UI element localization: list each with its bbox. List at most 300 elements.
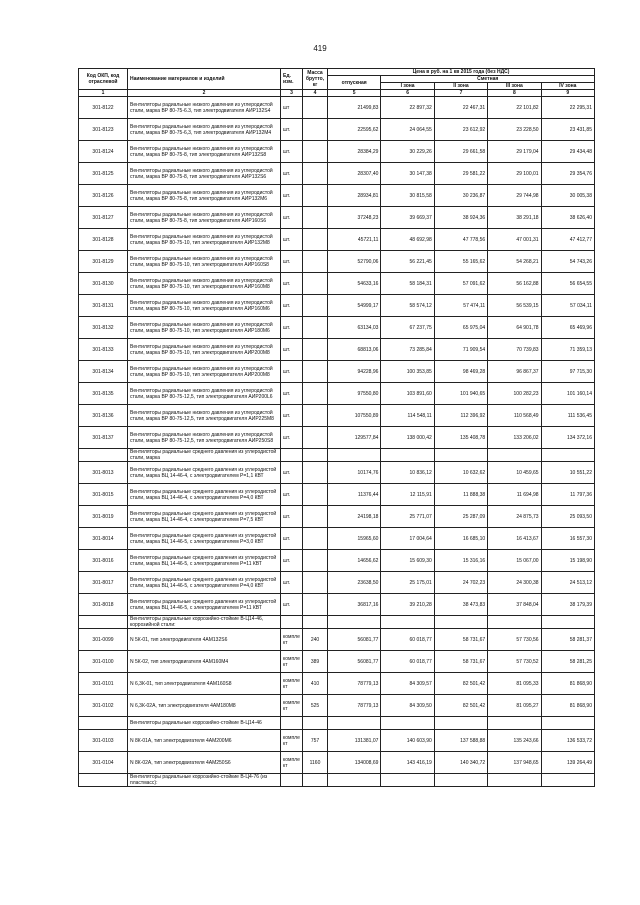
cell-zone2-price: 15 316,16 bbox=[434, 550, 487, 572]
cell-zone3-price: 57 730,56 bbox=[488, 629, 541, 651]
table-row bbox=[79, 695, 595, 717]
cell-zone3-price: 100 282,23 bbox=[488, 383, 541, 405]
cell-zone3-price: 29 100,01 bbox=[488, 163, 541, 185]
cell-name: Вентиляторы радиальные низкого давления из углеродистой стали, марка ВР 80-75-12,5, тип электродвигателя АИР200L6 bbox=[128, 383, 281, 405]
cell-mass bbox=[303, 295, 328, 317]
cell-zone4-price: 29 354,76 bbox=[541, 163, 594, 185]
cell-zone1-price: 58 574,12 bbox=[381, 295, 434, 317]
cell-zone4-price bbox=[541, 616, 594, 629]
cell-zone3-price: 81 095,33 bbox=[488, 673, 541, 695]
table-row bbox=[79, 730, 595, 752]
cell-zone4-price: 29 434,48 bbox=[541, 141, 594, 163]
cell-mass bbox=[303, 163, 328, 185]
cell-name: N 5К-02, тип электродвигателя 4АМ160М4 bbox=[128, 651, 281, 673]
cell-zone2-price: 98 469,28 bbox=[434, 361, 487, 383]
cell-zone3-price: 15 067,00 bbox=[488, 550, 541, 572]
cell-release-price: 56081,77 bbox=[328, 651, 381, 673]
cell-zone4-price: 58 281,37 bbox=[541, 629, 594, 651]
cell-zone3-price bbox=[488, 449, 541, 462]
col-number: 7 bbox=[434, 90, 487, 97]
cell-mass bbox=[303, 119, 328, 141]
cell-unit bbox=[281, 774, 303, 787]
cell-mass bbox=[303, 717, 328, 730]
cell-mass bbox=[303, 550, 328, 572]
cell-release-price: 28384,29 bbox=[328, 141, 381, 163]
cell-zone1-price: 12 115,91 bbox=[381, 484, 434, 506]
cell-release-price: 36817,16 bbox=[328, 594, 381, 616]
cell-name: Вентиляторы радиальные среднего давления из углеродистой стали, марка ВЦ 14-46-4, с электродвигателем Р=1,1 КВТ bbox=[128, 462, 281, 484]
cell-unit: шт. bbox=[281, 207, 303, 229]
cell-zone3-price: 64 901,78 bbox=[488, 317, 541, 339]
cell-zone2-price: 47 778,56 bbox=[434, 229, 487, 251]
cell-zone4-price: 23 431,85 bbox=[541, 119, 594, 141]
cell-zone3-price: 54 268,21 bbox=[488, 251, 541, 273]
cell-release-price: 107550,89 bbox=[328, 405, 381, 427]
cell-zone2-price: 57 091,62 bbox=[434, 273, 487, 295]
cell-mass bbox=[303, 317, 328, 339]
cell-name: Вентиляторы радиальные среднего давления из углеродистой стали, марка bbox=[128, 449, 281, 462]
header-zone1: I зона bbox=[381, 83, 434, 90]
cell-mass: 240 bbox=[303, 629, 328, 651]
cell-unit: компле кт bbox=[281, 629, 303, 651]
col-number: 1 bbox=[79, 90, 128, 97]
cell-zone2-price: 29 581,22 bbox=[434, 163, 487, 185]
cell-zone4-price: 22 295,31 bbox=[541, 97, 594, 119]
cell-zone1-price: 25 175,01 bbox=[381, 572, 434, 594]
cell-zone4-price: 54 743,26 bbox=[541, 251, 594, 273]
group-header-row bbox=[79, 774, 595, 787]
cell-zone1-price: 39 669,37 bbox=[381, 207, 434, 229]
cell-code: 301-8136 bbox=[79, 405, 128, 427]
cell-release-price: 94228,96 bbox=[328, 361, 381, 383]
table-row bbox=[79, 550, 595, 572]
cell-release-price: 131381,07 bbox=[328, 730, 381, 752]
cell-unit: компле кт bbox=[281, 752, 303, 774]
cell-name: N 5К-01, тип электродвигателя 4АМ132S6 bbox=[128, 629, 281, 651]
cell-code: 301-8137 bbox=[79, 427, 128, 449]
cell-zone2-price: 82 501,42 bbox=[434, 673, 487, 695]
cell-unit: шт. bbox=[281, 550, 303, 572]
cell-name: Вентиляторы радиальные низкого давления из углеродистой стали, марка ВР 80-75-10, тип электродвигателя АИР200M8 bbox=[128, 339, 281, 361]
cell-name: Вентиляторы радиальные низкого давления из углеродистой стали, марка ВР 80-75-12,5, тип электродвигателя АИР225M8 bbox=[128, 405, 281, 427]
cell-zone4-price: 65 469,96 bbox=[541, 317, 594, 339]
cell-zone2-price bbox=[434, 616, 487, 629]
header-price-title: Цена в руб. на 1 кв 2015 года (без НДС) bbox=[328, 69, 595, 76]
cell-zone4-price: 25 093,50 bbox=[541, 506, 594, 528]
table-row bbox=[79, 207, 595, 229]
cell-zone3-price: 47 001,31 bbox=[488, 229, 541, 251]
col-number: 4 bbox=[303, 90, 328, 97]
cell-release-price: 37248,23 bbox=[328, 207, 381, 229]
cell-zone2-price: 140 340,72 bbox=[434, 752, 487, 774]
table-row bbox=[79, 339, 595, 361]
cell-mass bbox=[303, 427, 328, 449]
cell-zone4-price: 38 626,40 bbox=[541, 207, 594, 229]
cell-zone1-price: 73 285,84 bbox=[381, 339, 434, 361]
cell-zone3-price: 137 948,65 bbox=[488, 752, 541, 774]
cell-mass bbox=[303, 484, 328, 506]
cell-unit: шт bbox=[281, 97, 303, 119]
table-row bbox=[79, 462, 595, 484]
table-body bbox=[79, 97, 595, 787]
col-number: 6 bbox=[381, 90, 434, 97]
cell-release-price: 14656,62 bbox=[328, 550, 381, 572]
cell-zone3-price: 70 739,83 bbox=[488, 339, 541, 361]
cell-mass bbox=[303, 449, 328, 462]
table-row bbox=[79, 119, 595, 141]
cell-zone1-price: 25 771,07 bbox=[381, 506, 434, 528]
cell-zone1-price: 30 229,26 bbox=[381, 141, 434, 163]
cell-zone1-price: 100 353,85 bbox=[381, 361, 434, 383]
table-row bbox=[79, 383, 595, 405]
cell-name: Вентиляторы радиальные низкого давления из углеродистой стали, марка ВР 80-75-6,3, тип электродвигателя АИР132M4 bbox=[128, 119, 281, 141]
cell-zone2-price: 101 940,65 bbox=[434, 383, 487, 405]
cell-name: Вентиляторы радиальные низкого давления из углеродистой стали, марка ВР 80-75-6.3, тип электродвигателя АИР132S4 bbox=[128, 97, 281, 119]
cell-release-price: 21499,83 bbox=[328, 97, 381, 119]
cell-release-price bbox=[328, 717, 381, 730]
cell-zone2-price: 71 909,54 bbox=[434, 339, 487, 361]
cell-zone1-price: 60 018,77 bbox=[381, 629, 434, 651]
cell-unit: шт. bbox=[281, 339, 303, 361]
cell-name: Вентиляторы радиальные низкого давления из углеродистой стали, марка ВР 80-75-10, тип электродвигателя АИР132M8 bbox=[128, 229, 281, 251]
cell-code: 301-8122 bbox=[79, 97, 128, 119]
cell-unit: шт. bbox=[281, 317, 303, 339]
cell-name: Вентиляторы радиальные низкого давления из углеродистой стали, марка ВР 80-75-10, тип электродвигателя АИР200M8 bbox=[128, 361, 281, 383]
cell-name: Вентиляторы радиальные среднего давления из углеродистой стали, марка ВЦ 14-46-5, с электродвигателем Р=11 КВТ bbox=[128, 594, 281, 616]
cell-zone3-price: 135 243,66 bbox=[488, 730, 541, 752]
cell-unit: шт. bbox=[281, 528, 303, 550]
cell-zone3-price: 37 848,04 bbox=[488, 594, 541, 616]
cell-release-price bbox=[328, 449, 381, 462]
cell-name: Вентиляторы радиальные среднего давления из углеродистой стали, марка ВЦ 14-46-5, с электродвигателем Р=4,0 КВТ bbox=[128, 572, 281, 594]
cell-code bbox=[79, 717, 128, 730]
cell-zone1-price: 39 210,28 bbox=[381, 594, 434, 616]
cell-mass bbox=[303, 462, 328, 484]
cell-unit: шт. bbox=[281, 594, 303, 616]
cell-mass bbox=[303, 383, 328, 405]
cell-zone4-price: 10 551,22 bbox=[541, 462, 594, 484]
col-number: 3 bbox=[281, 90, 303, 97]
table-row bbox=[79, 141, 595, 163]
cell-zone4-price: 111 536,45 bbox=[541, 405, 594, 427]
cell-name: Вентиляторы радиальные среднего давления из углеродистой стали, марка ВЦ 14-46-4, с электродвигателем Р=4,0 КВТ bbox=[128, 484, 281, 506]
cell-zone1-price bbox=[381, 449, 434, 462]
table-row bbox=[79, 163, 595, 185]
cell-mass bbox=[303, 528, 328, 550]
cell-zone2-price bbox=[434, 717, 487, 730]
cell-unit: шт. bbox=[281, 185, 303, 207]
cell-zone2-price bbox=[434, 449, 487, 462]
cell-mass: 525 bbox=[303, 695, 328, 717]
cell-name: N 6,3К-02А, тип электродвигателя 4АМ180М8 bbox=[128, 695, 281, 717]
header-name: Наименование материалов и изделий bbox=[128, 69, 281, 90]
cell-zone3-price: 56 162,88 bbox=[488, 273, 541, 295]
cell-code: 301-8126 bbox=[79, 185, 128, 207]
table-row bbox=[79, 572, 595, 594]
cell-release-price: 52790,06 bbox=[328, 251, 381, 273]
cell-release-price: 56081,77 bbox=[328, 629, 381, 651]
cell-zone1-price: 143 416,19 bbox=[381, 752, 434, 774]
cell-unit: шт. bbox=[281, 119, 303, 141]
table-row bbox=[79, 229, 595, 251]
cell-zone2-price: 10 632,62 bbox=[434, 462, 487, 484]
cell-zone4-price bbox=[541, 774, 594, 787]
cell-release-price: 78779,13 bbox=[328, 695, 381, 717]
cell-release-price bbox=[328, 774, 381, 787]
col-number: 5 bbox=[328, 90, 381, 97]
cell-name: Вентиляторы радиальные коррозийно-стойкие В-Ц4-76 (из пластмасс): bbox=[128, 774, 281, 787]
cell-zone4-price: 134 372,16 bbox=[541, 427, 594, 449]
cell-unit bbox=[281, 449, 303, 462]
table-row bbox=[79, 97, 595, 119]
cell-release-price: 28307,40 bbox=[328, 163, 381, 185]
cell-zone2-price: 16 685,10 bbox=[434, 528, 487, 550]
table-row bbox=[79, 427, 595, 449]
cell-mass bbox=[303, 97, 328, 119]
cell-zone2-price: 22 467,31 bbox=[434, 97, 487, 119]
cell-release-price: 15965,60 bbox=[328, 528, 381, 550]
cell-zone3-price: 22 101,82 bbox=[488, 97, 541, 119]
cell-zone1-price: 10 836,12 bbox=[381, 462, 434, 484]
cell-code: 301-0099 bbox=[79, 629, 128, 651]
header-mass: Масса брутто, кг bbox=[303, 69, 328, 90]
cell-code: 301-8127 bbox=[79, 207, 128, 229]
cell-zone4-price: 24 513,12 bbox=[541, 572, 594, 594]
cell-code bbox=[79, 774, 128, 787]
cell-zone3-price: 57 730,52 bbox=[488, 651, 541, 673]
table-row bbox=[79, 629, 595, 651]
table-row bbox=[79, 528, 595, 550]
cell-zone3-price: 11 694,98 bbox=[488, 484, 541, 506]
cell-zone4-price: 30 005,38 bbox=[541, 185, 594, 207]
cell-zone4-price: 101 160,14 bbox=[541, 383, 594, 405]
cell-zone1-price: 114 548,11 bbox=[381, 405, 434, 427]
cell-zone4-price: 139 264,49 bbox=[541, 752, 594, 774]
cell-name: N 8К-01А, тип электродвигателя 4АМ200М6 bbox=[128, 730, 281, 752]
cell-zone2-price: 23 612,92 bbox=[434, 119, 487, 141]
cell-unit: шт. bbox=[281, 506, 303, 528]
table-row bbox=[79, 673, 595, 695]
table-row bbox=[79, 273, 595, 295]
table-row bbox=[79, 185, 595, 207]
cell-name: Вентиляторы радиальные коррозийно-стойкие В-Ц14-46, коррозийной стали: bbox=[128, 616, 281, 629]
cell-release-price: 22595,62 bbox=[328, 119, 381, 141]
cell-unit: шт. bbox=[281, 295, 303, 317]
cell-name: Вентиляторы радиальные коррозийно-стойкие В-Ц14-46 bbox=[128, 717, 281, 730]
cell-unit bbox=[281, 717, 303, 730]
cell-unit: шт. bbox=[281, 572, 303, 594]
group-header-row bbox=[79, 717, 595, 730]
cell-mass: 389 bbox=[303, 651, 328, 673]
cell-zone1-price: 56 221,45 bbox=[381, 251, 434, 273]
cell-code: 301-8133 bbox=[79, 339, 128, 361]
cell-zone4-price: 57 034,11 bbox=[541, 295, 594, 317]
cell-code bbox=[79, 449, 128, 462]
cell-name: Вентиляторы радиальные низкого давления из углеродистой стали, марка ВР 80-75-8, тип электродвигателя АИР132S6 bbox=[128, 163, 281, 185]
cell-mass bbox=[303, 774, 328, 787]
cell-zone2-price: 29 661,58 bbox=[434, 141, 487, 163]
cell-unit: шт. bbox=[281, 163, 303, 185]
cell-zone3-price bbox=[488, 616, 541, 629]
cell-name: Вентиляторы радиальные низкого давления из углеродистой стали, марка ВР 80-75-10, тип электродвигателя АИР180M6 bbox=[128, 317, 281, 339]
cell-code: 301-8014 bbox=[79, 528, 128, 550]
header-zone2: II зона bbox=[434, 83, 487, 90]
cell-zone3-price: 24 875,73 bbox=[488, 506, 541, 528]
cell-zone1-price: 58 184,31 bbox=[381, 273, 434, 295]
cell-zone1-price: 48 692,98 bbox=[381, 229, 434, 251]
cell-unit: компле кт bbox=[281, 651, 303, 673]
cell-name: Вентиляторы радиальные низкого давления из углеродистой стали, марка ВР 80-75-10, тип электродвигателя АИР160M6 bbox=[128, 295, 281, 317]
cell-mass bbox=[303, 185, 328, 207]
cell-code: 301-0102 bbox=[79, 695, 128, 717]
cell-zone4-price: 81 868,90 bbox=[541, 673, 594, 695]
header-unit: Ед. изм. bbox=[281, 69, 303, 90]
cell-zone3-price bbox=[488, 774, 541, 787]
cell-code: 301-8128 bbox=[79, 229, 128, 251]
table-row bbox=[79, 506, 595, 528]
cell-name: Вентиляторы радиальные низкого давления из углеродистой стали, марка ВР 80-75-12,5, тип электродвигателя АИР250S8 bbox=[128, 427, 281, 449]
cell-name: Вентиляторы радиальные среднего давления из углеродистой стали, марка ВЦ 14-46-4, с электродвигателем Р=7,5 КВТ bbox=[128, 506, 281, 528]
cell-zone4-price: 16 557,30 bbox=[541, 528, 594, 550]
cell-zone4-price: 47 412,77 bbox=[541, 229, 594, 251]
cell-release-price: 24198,18 bbox=[328, 506, 381, 528]
cell-zone4-price: 97 715,30 bbox=[541, 361, 594, 383]
cell-name: Вентиляторы радиальные среднего давления из углеродистой стали, марка ВЦ 14-46-5, с электродвигателем Р=11 КВТ bbox=[128, 550, 281, 572]
cell-mass bbox=[303, 207, 328, 229]
cell-code: 301-8018 bbox=[79, 594, 128, 616]
cell-zone4-price: 11 797,36 bbox=[541, 484, 594, 506]
cell-zone1-price bbox=[381, 616, 434, 629]
cell-zone3-price: 16 413,67 bbox=[488, 528, 541, 550]
cell-unit bbox=[281, 616, 303, 629]
cell-zone4-price: 58 281,25 bbox=[541, 651, 594, 673]
cell-unit: шт. bbox=[281, 273, 303, 295]
cell-zone1-price: 84 309,50 bbox=[381, 695, 434, 717]
header-code: Код ОКП, код отраслевой bbox=[79, 69, 128, 90]
cell-name: N 6,3К-01, тип электродвигателя 4АМ160S8 bbox=[128, 673, 281, 695]
cell-zone3-price: 29 744,98 bbox=[488, 185, 541, 207]
group-header-row bbox=[79, 616, 595, 629]
cell-zone3-price bbox=[488, 717, 541, 730]
cell-zone2-price: 38 473,83 bbox=[434, 594, 487, 616]
col-number: 9 bbox=[541, 90, 594, 97]
cell-release-price: 78779,13 bbox=[328, 673, 381, 695]
cell-unit: шт. bbox=[281, 383, 303, 405]
table-row bbox=[79, 317, 595, 339]
cell-release-price: 63134,03 bbox=[328, 317, 381, 339]
cell-zone4-price bbox=[541, 717, 594, 730]
cell-mass bbox=[303, 339, 328, 361]
cell-zone3-price: 23 228,50 bbox=[488, 119, 541, 141]
cell-name: Вентиляторы радиальные низкого давления из углеродистой стали, марка ВР 80-75-10, тип электродвигателя АИР160M8 bbox=[128, 273, 281, 295]
price-table bbox=[78, 68, 595, 787]
cell-mass bbox=[303, 251, 328, 273]
cell-code: 301-8019 bbox=[79, 506, 128, 528]
cell-zone1-price: 84 309,57 bbox=[381, 673, 434, 695]
cell-zone4-price bbox=[541, 449, 594, 462]
table-row bbox=[79, 361, 595, 383]
cell-mass bbox=[303, 141, 328, 163]
cell-code: 301-8131 bbox=[79, 295, 128, 317]
table-row bbox=[79, 484, 595, 506]
cell-zone1-price: 140 603,90 bbox=[381, 730, 434, 752]
cell-code: 301-8013 bbox=[79, 462, 128, 484]
cell-zone1-price: 15 609,30 bbox=[381, 550, 434, 572]
header-zone3: III зона bbox=[488, 83, 541, 90]
table-row bbox=[79, 752, 595, 774]
cell-zone2-price bbox=[434, 774, 487, 787]
cell-zone2-price: 55 165,62 bbox=[434, 251, 487, 273]
cell-release-price: 10174,76 bbox=[328, 462, 381, 484]
header-zone4: IV зона bbox=[541, 83, 594, 90]
cell-zone1-price: 17 004,64 bbox=[381, 528, 434, 550]
cell-code: 301-0101 bbox=[79, 673, 128, 695]
cell-release-price: 97550,80 bbox=[328, 383, 381, 405]
cell-zone1-price: 60 018,77 bbox=[381, 651, 434, 673]
cell-mass bbox=[303, 616, 328, 629]
cell-code: 301-8132 bbox=[79, 317, 128, 339]
cell-zone3-price: 81 095,27 bbox=[488, 695, 541, 717]
cell-name: N 8К-02А, тип электродвигателя 4АМ250S6 bbox=[128, 752, 281, 774]
cell-zone2-price: 112 396,92 bbox=[434, 405, 487, 427]
cell-release-price: 68813,06 bbox=[328, 339, 381, 361]
cell-zone1-price bbox=[381, 774, 434, 787]
col-number: 8 bbox=[488, 90, 541, 97]
cell-mass bbox=[303, 572, 328, 594]
cell-code: 301-0103 bbox=[79, 730, 128, 752]
cell-code: 301-0104 bbox=[79, 752, 128, 774]
cell-unit: шт. bbox=[281, 361, 303, 383]
cell-zone1-price: 22 897,32 bbox=[381, 97, 434, 119]
cell-code: 301-8124 bbox=[79, 141, 128, 163]
cell-code: 301-8130 bbox=[79, 273, 128, 295]
cell-zone2-price: 11 888,38 bbox=[434, 484, 487, 506]
cell-code: 301-0100 bbox=[79, 651, 128, 673]
cell-zone1-price bbox=[381, 717, 434, 730]
cell-zone2-price: 135 408,78 bbox=[434, 427, 487, 449]
cell-zone4-price: 81 868,90 bbox=[541, 695, 594, 717]
cell-zone3-price: 56 539,15 bbox=[488, 295, 541, 317]
cell-release-price: 54633,16 bbox=[328, 273, 381, 295]
cell-unit: шт. bbox=[281, 427, 303, 449]
col-number: 2 bbox=[128, 90, 281, 97]
cell-zone1-price: 103 891,60 bbox=[381, 383, 434, 405]
cell-name: Вентиляторы радиальные низкого давления из углеродистой стали, марка ВР 80-75-8, тип электродвигателя АИР132M6 bbox=[128, 185, 281, 207]
page-number: 419 bbox=[313, 44, 327, 53]
table-row bbox=[79, 651, 595, 673]
cell-zone1-price: 24 064,55 bbox=[381, 119, 434, 141]
cell-zone3-price: 133 206,02 bbox=[488, 427, 541, 449]
cell-release-price: 134008,69 bbox=[328, 752, 381, 774]
header-estimate: Сметная bbox=[381, 76, 595, 83]
cell-unit: компле кт bbox=[281, 673, 303, 695]
cell-mass bbox=[303, 594, 328, 616]
cell-unit: шт. bbox=[281, 229, 303, 251]
cell-zone3-price: 96 867,37 bbox=[488, 361, 541, 383]
table-row bbox=[79, 251, 595, 273]
cell-zone1-price: 30 815,58 bbox=[381, 185, 434, 207]
cell-mass bbox=[303, 361, 328, 383]
cell-unit: шт. bbox=[281, 251, 303, 273]
cell-name: Вентиляторы радиальные низкого давления из углеродистой стали, марка ВР 80-75-8, тип электродвигателя АИР160S6 bbox=[128, 207, 281, 229]
cell-release-price bbox=[328, 616, 381, 629]
cell-zone2-price: 30 236,87 bbox=[434, 185, 487, 207]
cell-release-price: 129577,84 bbox=[328, 427, 381, 449]
cell-unit: шт. bbox=[281, 484, 303, 506]
cell-zone2-price: 58 731,67 bbox=[434, 651, 487, 673]
cell-zone3-price: 24 300,38 bbox=[488, 572, 541, 594]
cell-zone3-price: 110 568,49 bbox=[488, 405, 541, 427]
